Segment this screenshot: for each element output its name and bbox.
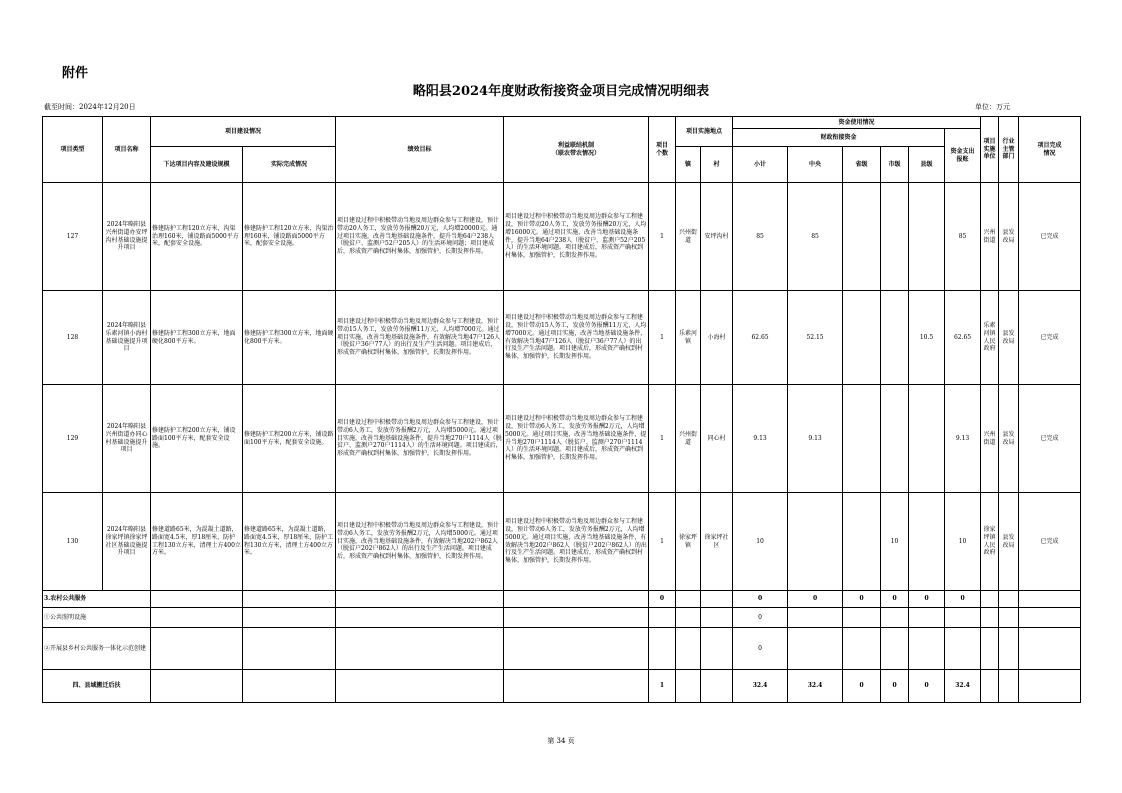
cell-subtotal: 85 (733, 183, 788, 291)
header-subtotal: 小计 (733, 147, 788, 183)
header-town: 镇 (676, 147, 701, 183)
cell-name: 2024年略阳县兴州街道办安坪沟村基础设施提升项目 (103, 183, 151, 291)
header-construction: 项目建设情况 (151, 117, 336, 147)
header-location: 项目实施地点 (676, 117, 733, 147)
cell-perf: 项目建设过程中积极带动当地及周边群众参与工程建设，预计带动6人务工，发放劳务报酬2万元，人均增5000元。通过项目实施，改善当地基础设施条件，提升当地270户1114人（脱贫户、监测户270户1114人）的生活环境问题。项目建成后，形成资产确权到村集体，加强管护，长期发挥作用。 (336, 385, 504, 493)
cell-impl: 徐家坪镇人民政府 (981, 493, 999, 591)
cell-planned: 修建防护工程120立方米，沟渠治理160米，铺设路面5000平方米，配套安全设施。 (151, 183, 243, 291)
section-row (43, 670, 1081, 703)
cell-subtotal: 32.4 (733, 670, 788, 703)
cell-city: 10 (881, 493, 909, 591)
header-central: 中央 (788, 147, 843, 183)
cell-planned: 修建防护工程200立方米，铺设路面100平方米，配套安全设施。 (151, 385, 243, 493)
cell-benefit: 项目建设过程中积极带动当地及周边群众参与工程建设，预计带动20人务工，发放劳务报酬20万元，人均增16000元。通过项目实施，改善当地基础设施条件，提升当地64户238人（脱贫户、监测户52户205人）的生活环境问题。项目建成后，形成资产确权到村集体，加强管护，长期发挥作用。 (504, 183, 649, 291)
table-row (43, 385, 1081, 493)
cell-impl: 乐素河镇人民政府 (981, 291, 999, 385)
cell-province (843, 183, 881, 291)
cell-count: 0 (649, 591, 676, 608)
cutoff-date: 截至时间：2024年12月20日 (44, 103, 136, 111)
cell-province (843, 291, 881, 385)
cell-province: 0 (843, 591, 881, 608)
cell-dept: 县发改局 (999, 385, 1019, 493)
attachment-label: 附件 (62, 66, 89, 81)
cell-subtotal: 0 (733, 628, 788, 670)
header-fund-use: 资金使用情况 (733, 117, 981, 129)
section-label: 四、县域搬迁后扶 (43, 670, 151, 703)
cell-paid: 10 (945, 493, 981, 591)
cell-dept: 县发改局 (999, 291, 1019, 385)
unit-label: 单位：万元 (975, 103, 1010, 111)
cell-paid: 9.13 (945, 385, 981, 493)
cell-village: 安坪沟村 (701, 183, 733, 291)
cell-type: 130 (43, 493, 103, 591)
header-village: 村 (701, 147, 733, 183)
cell-province (843, 493, 881, 591)
cell-impl: 兴州街道 (981, 385, 999, 493)
header-city: 市级 (881, 147, 909, 183)
header-name: 项目名称 (103, 117, 151, 183)
cell-paid: 32.4 (945, 670, 981, 703)
cell-city (881, 183, 909, 291)
cell-perf: 项目建设过程中积极带动当地及周边群众参与工程建设，预计带动15人务工，发放劳务报酬11万元，人均增7000元。通过项目实施，改善当地基础设施条件，有效解决当地47户126人（脱贫户36户77人）的出行及生产生活问题。项目建成后，形成资产确权到村集体，加强管护，长期发挥作用。 (336, 291, 504, 385)
cell-planned: 修建防护工程300立方米，地面硬化800平方米。 (151, 291, 243, 385)
cell-name: 2024年略阳县兴州街道办同心村基础设施提升项目 (103, 385, 151, 493)
cell-type: 129 (43, 385, 103, 493)
cell-city (881, 291, 909, 385)
section-label: 3.农村公共服务 (43, 591, 151, 608)
cell-town: 兴州街道 (676, 385, 701, 493)
cell-subtotal: 10 (733, 493, 788, 591)
header-planned: 下达项目内容及建设规模 (151, 147, 243, 183)
cell-count: 1 (649, 493, 676, 591)
cell-impl: 兴州街道 (981, 183, 999, 291)
cell-central: 85 (788, 183, 843, 291)
header-actual: 实际完成情况 (243, 147, 336, 183)
page-title: 略阳县2024年度财政衔接资金项目完成情况明细表 (412, 84, 710, 99)
cell-paid: 0 (945, 591, 981, 608)
header-count: 项目 个数 (649, 117, 676, 183)
cell-paid: 85 (945, 183, 981, 291)
cell-done: 已完成 (1019, 493, 1081, 591)
cell-county (909, 183, 945, 291)
sub-row (43, 628, 1081, 670)
cell-perf: 项目建设过程中积极带动当地及周边群众参与工程建设，预计带动6人务工，发放劳务报酬2万元，人均增5000元。通过项目实施，改善当地基础设施条件，有效解决当地202户862人（脱贫户202户862人）的出行及生产生活问题。项目建成后，形成资产确权到村集体，加强管护，长期发挥作用。 (336, 493, 504, 591)
table-row (43, 183, 1081, 291)
cell-done: 已完成 (1019, 385, 1081, 493)
cell-planned: 修建道路65米，为混凝土道路，路面宽4.5米，厚18厘米，防护工程130立方米，清理土方400立方米。 (151, 493, 243, 591)
cell-done: 已完成 (1019, 183, 1081, 291)
cell-count: 1 (649, 670, 676, 703)
cell-county: 10.5 (909, 291, 945, 385)
cell-type: 128 (43, 291, 103, 385)
cell-subtotal: 0 (733, 591, 788, 608)
cell-benefit: 项目建设过程中积极带动当地及周边群众参与工程建设，预计带动6人务工，发放劳务报酬2万元，人均增5000元。通过项目实施，改善当地基础设施条件，提升当地270户1114人（脱贫户、监测户270户1114人）的生活环境问题。项目建成后，形成资产确权到村集体，加强管护，长期发挥作用。 (504, 385, 649, 493)
table-row (43, 291, 1081, 385)
cell-city: 0 (881, 670, 909, 703)
section-row (43, 591, 1081, 608)
cell-actual: 修建防护工程200立方米，铺设路面100平方米，配套安全设施。 (243, 385, 336, 493)
cell-city (881, 385, 909, 493)
project-table (42, 116, 1081, 703)
cell-village: 同心村 (701, 385, 733, 493)
cell-central: 52.15 (788, 291, 843, 385)
cell-count: 1 (649, 183, 676, 291)
header-province: 省级 (843, 147, 881, 183)
sub-label: ②开展县乡村公共服务一体化示范创建 (43, 628, 151, 670)
table-row (43, 493, 1081, 591)
cell-benefit: 项目建设过程中积极带动当地及周边群众参与工程建设，预计带动15人务工，发放劳务报酬11万元，人均增7000元。通过项目实施，改善当地基础设施条件，有效解决当地47户126人（脱贫户36户77人）的出行及生产生活问题。项目建成后，形成资产确权到村集体，加强管护，长期发挥作用。 (504, 291, 649, 385)
cell-actual: 修建防护工程300立方米，地面硬化800平方米。 (243, 291, 336, 385)
cell-town: 兴州街道 (676, 183, 701, 291)
header-fiscal: 财政衔接资金 (733, 129, 945, 147)
cell-town: 乐素河镇 (676, 291, 701, 385)
cell-central: 9.13 (788, 385, 843, 493)
cell-county: 0 (909, 591, 945, 608)
cell-central: 32.4 (788, 670, 843, 703)
cell-perf: 项目建设过程中积极带动当地及周边群众参与工程建设，预计带动20人务工，发放劳务报酬20万元，人均增20000元。通过项目实施，改善当地基础设施条件，提升当地64户238人（脱贫户、监测户52户205人）的生活环境问题；项目建成后，形成资产确权到村集体，加强管护，长期发挥作用。 (336, 183, 504, 291)
cell-county: 0 (909, 670, 945, 703)
cell-actual: 修建防护工程120立方米，沟渠治理160米，铺设路面5000平方米，配套安全设施。 (243, 183, 336, 291)
sub-row (43, 608, 1081, 628)
cell-subtotal: 62.65 (733, 291, 788, 385)
cell-central: 0 (788, 591, 843, 608)
header-dept: 行业 主管 部门 (999, 117, 1019, 183)
cell-city: 0 (881, 591, 909, 608)
cell-village: 小海村 (701, 291, 733, 385)
cell-province (843, 385, 881, 493)
page-number: 第 34 页 (547, 737, 575, 745)
header-type: 项目类型 (43, 117, 103, 183)
sub-label: ①公共照明设施 (43, 608, 151, 628)
header-paid: 资金支出 报账 (945, 129, 981, 183)
header-impl: 项目 实施 单位 (981, 117, 999, 183)
cell-actual: 修建道路65米，为混凝土道路，路面宽4.5米，厚18厘米，防护工程130立方米，清理土方400立方米。 (243, 493, 336, 591)
cell-benefit: 项目建设过程中积极带动当地及周边群众参与工程建设，预计带动6人务工，发放劳务报酬2万元，人均增5000元。通过项目实施，改善当地基础设施条件，有效解决当地202户862人（脱贫户202户862人）的出行及生产生活问题。项目建成后，形成资产确权到村集体，加强管护，长期发挥作用。 (504, 493, 649, 591)
cell-province: 0 (843, 670, 881, 703)
cell-dept: 县发改局 (999, 493, 1019, 591)
cell-county (909, 493, 945, 591)
cell-subtotal: 9.13 (733, 385, 788, 493)
cell-subtotal: 0 (733, 608, 788, 628)
cell-town: 徐家坪镇 (676, 493, 701, 591)
cell-dept: 县发改局 (999, 183, 1019, 291)
header-county: 县级 (909, 147, 945, 183)
header-done: 项目完成 情况 (1019, 117, 1081, 183)
cell-central (788, 493, 843, 591)
cell-type: 127 (43, 183, 103, 291)
cell-paid: 62.65 (945, 291, 981, 385)
cell-done: 已完成 (1019, 291, 1081, 385)
header-perf: 绩效目标 (336, 117, 504, 183)
cell-count: 1 (649, 385, 676, 493)
cell-count: 1 (649, 291, 676, 385)
cell-name: 2024年略阳县乐素河镇小海村基础设施提升项目 (103, 291, 151, 385)
cell-village: 徐家坪社区 (701, 493, 733, 591)
cell-name: 2024年略阳县徐家坪镇徐家坪社区基础设施提升项目 (103, 493, 151, 591)
header-benefit: 利益联结机制 （联农带农情况） (504, 117, 649, 183)
cell-county (909, 385, 945, 493)
